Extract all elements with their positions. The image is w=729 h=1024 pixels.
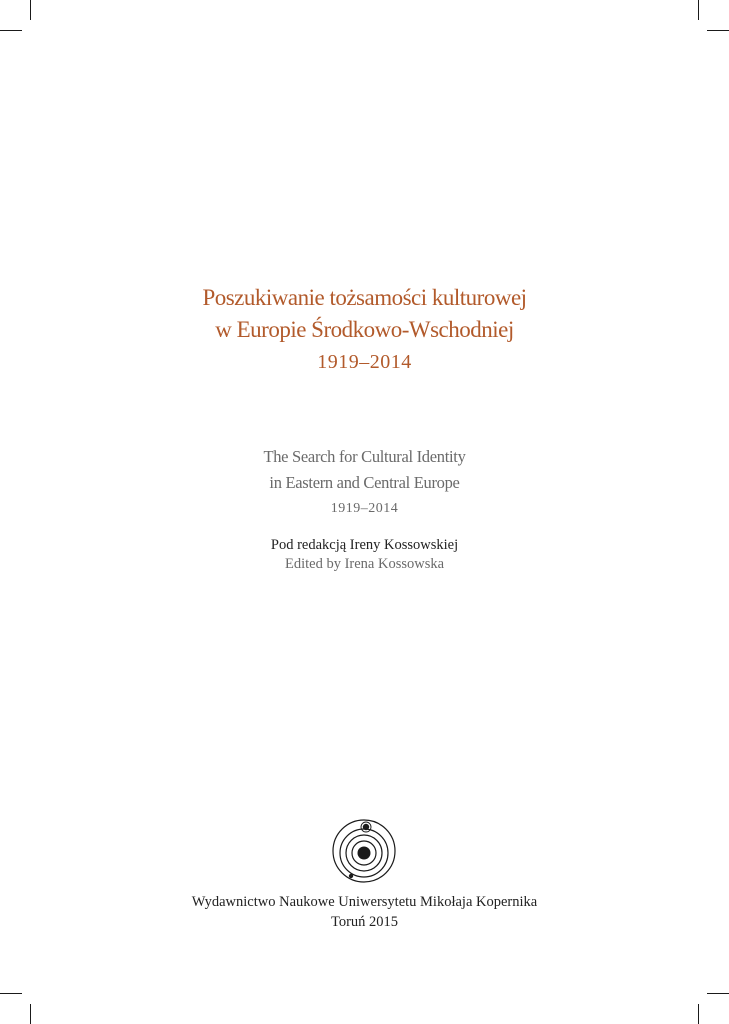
crop-mark-bottom-left-horizontal bbox=[0, 993, 22, 994]
editor-credit-english: Edited by Irena Kossowska bbox=[284, 556, 445, 572]
publisher bbox=[0, 892, 729, 932]
polish-title-line-2: w Europie Środkowo-Wschodniej bbox=[215, 317, 514, 342]
editor-credit-polish: Pod redakcją Ireny Kossowskiej bbox=[270, 537, 459, 553]
copernicus-orbit-logo-icon bbox=[331, 818, 397, 884]
publisher-name: Wydawnictwo Naukowe Uniwersytetu Mikołaja Kopernika bbox=[191, 894, 538, 910]
crop-mark-bottom-right-vertical bbox=[698, 1004, 699, 1024]
publisher-place-year: Toruń 2015 bbox=[330, 914, 399, 930]
crop-mark-top-left-horizontal bbox=[0, 30, 22, 31]
crop-mark-top-right-vertical bbox=[698, 0, 699, 20]
polish-title-years: 1919–2014 bbox=[317, 351, 412, 373]
english-title-line-1: The Search for Cultural Identity bbox=[263, 447, 466, 466]
english-title bbox=[0, 444, 729, 522]
english-title-years: 1919–2014 bbox=[330, 501, 399, 516]
english-title-line-2: in Eastern and Central Europe bbox=[269, 473, 460, 492]
editor-credit bbox=[0, 536, 729, 574]
polish-title bbox=[0, 282, 729, 378]
crop-mark-top-left-vertical bbox=[30, 0, 31, 20]
polish-title-line-1: Poszukiwanie tożsamości kulturowej bbox=[202, 285, 527, 310]
crop-mark-top-right-horizontal bbox=[707, 30, 729, 31]
crop-mark-bottom-right-horizontal bbox=[707, 993, 729, 994]
crop-mark-bottom-left-vertical bbox=[30, 1004, 31, 1024]
